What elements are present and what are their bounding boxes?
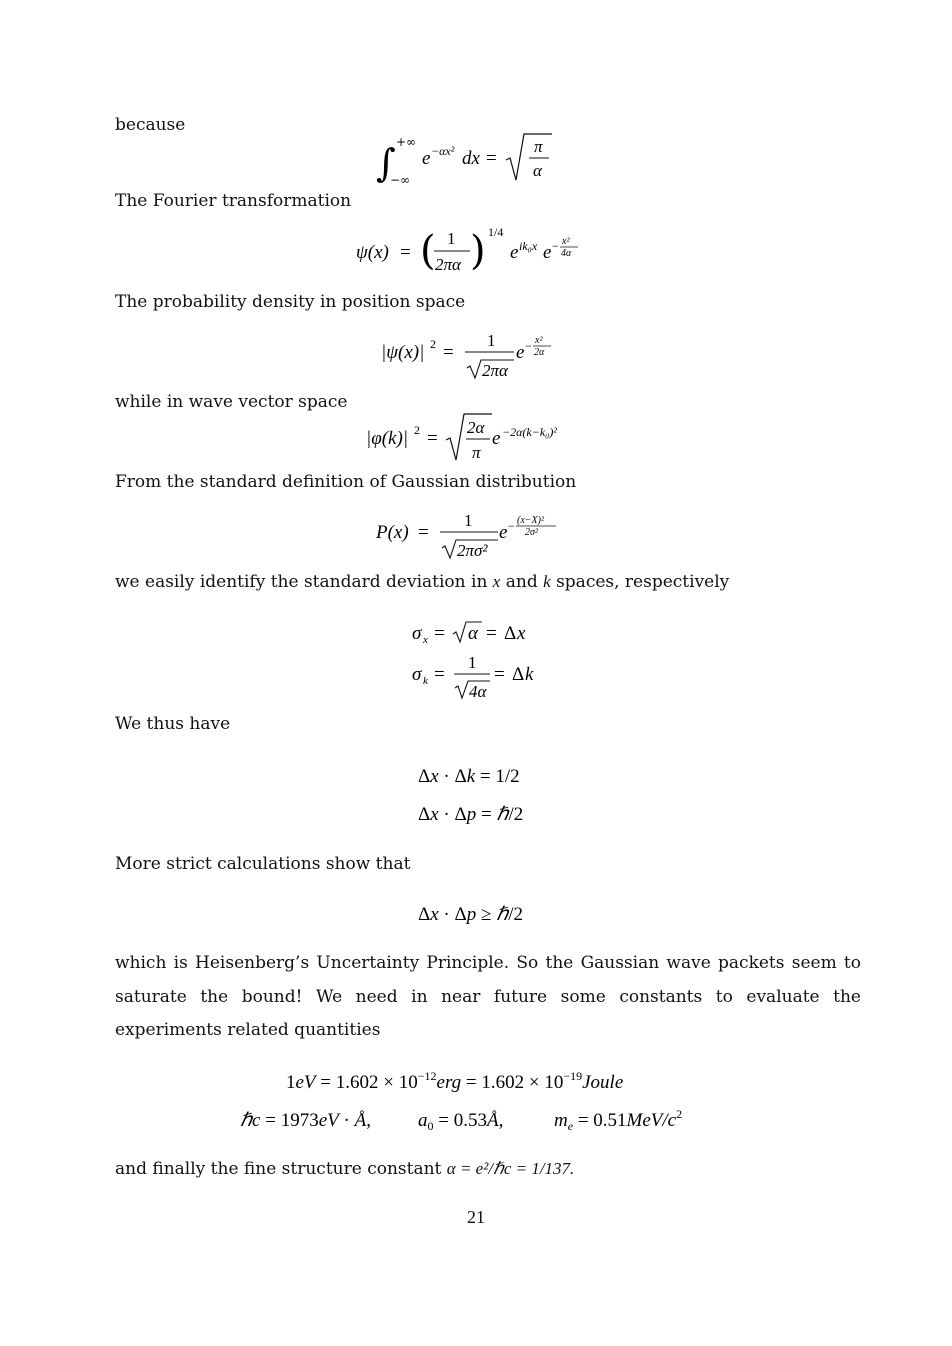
svg-text:1/4: 1/4: [488, 225, 504, 239]
math-x: x: [492, 572, 501, 591]
svg-text:ik₀x: ik₀x: [519, 239, 538, 253]
svg-text:x²: x²: [562, 236, 570, 247]
paragraph-because: because: [115, 115, 186, 135]
svg-text:ℏc = 1973eV · Å,: ℏc = 1973eV · Å,: [240, 1110, 371, 1131]
svg-text:x: x: [423, 634, 428, 646]
svg-text:1: 1: [487, 331, 496, 350]
paragraph-heisenberg: which is Heisenberg’s Uncertainty Principle. So the Gaussian wave packets seem to saturate the bound! We need in near future some constants to evaluate the experiments related quantities: [115, 953, 861, 1040]
svg-text:Δx · Δp = ℏ/2: Δx · Δp = ℏ/2: [418, 804, 524, 825]
svg-text:−∞: −∞: [390, 173, 411, 187]
svg-text:2: 2: [430, 337, 436, 351]
equation-fourier: [0, 220, 952, 286]
svg-text:e: e: [510, 242, 519, 263]
svg-text:|ψ(x)|: |ψ(x)|: [381, 342, 425, 363]
svg-text:dx: dx: [462, 148, 480, 169]
svg-text:(x−X)²: (x−X)²: [517, 515, 544, 526]
paragraph-standard-deviation-pre: we easily identify the standard deviation in: [115, 572, 493, 592]
paragraph-gaussian-definition: From the standard definition of Gaussian distribution: [115, 472, 577, 492]
equation-probability-k-graphic: [366, 408, 586, 466]
equation-sigma-k-graphic: [406, 648, 546, 702]
svg-text:P(x): P(x): [376, 522, 409, 543]
svg-text:k: k: [423, 675, 428, 687]
svg-text:|φ(k)|: |φ(k)|: [366, 428, 409, 449]
svg-text:−: −: [525, 339, 532, 353]
svg-text:α: α: [533, 161, 542, 180]
equation-gaussian-distribution: [0, 502, 952, 570]
svg-text:Δ: Δ: [504, 623, 517, 644]
equation-dx-dk-graphic: [406, 762, 546, 790]
paragraph-standard-deviation: [115, 572, 729, 592]
equation-uncertainty-graphic: [406, 900, 546, 928]
svg-text:Δx · Δk = 1/2: Δx · Δk = 1/2: [418, 766, 520, 787]
equation-probability-k: [0, 408, 952, 472]
svg-text:2πα: 2πα: [435, 255, 461, 274]
svg-text:2σ²: 2σ²: [525, 527, 538, 538]
paragraph-strict: More strict calculations show that: [115, 854, 411, 874]
equation-gaussian-integral-graphic: [376, 128, 576, 188]
svg-text:=: =: [434, 664, 445, 685]
svg-text:=: =: [494, 664, 505, 685]
svg-text:2α: 2α: [467, 418, 485, 437]
svg-text:e: e: [516, 342, 525, 363]
equation-constants: [0, 1104, 952, 1140]
svg-text:=: =: [400, 242, 411, 263]
svg-text:ψ(x): ψ(x): [356, 242, 389, 263]
svg-text:α: α: [468, 623, 478, 644]
svg-text:e: e: [499, 522, 508, 543]
svg-text:−αx²: −αx²: [431, 144, 455, 158]
svg-text:=: =: [486, 623, 497, 644]
page-number: 21: [467, 1207, 485, 1227]
svg-text:−2α(k−k₀)²: −2α(k−k₀)²: [502, 425, 557, 439]
equation-uncertainty: [0, 900, 952, 934]
svg-text:2: 2: [414, 423, 420, 437]
paragraph-standard-deviation-post: spaces, respectively: [550, 572, 730, 592]
svg-text:=: =: [434, 623, 445, 644]
svg-text:1: 1: [447, 229, 456, 248]
svg-text:(: (: [420, 228, 436, 274]
svg-text:1: 1: [464, 511, 473, 530]
svg-text:e: e: [422, 148, 431, 169]
equation-dx-dp: [0, 800, 952, 834]
svg-text:k: k: [525, 664, 534, 685]
equation-constants-graphic: [236, 1104, 716, 1134]
math-k: k: [543, 572, 551, 591]
svg-text:=: =: [486, 148, 497, 169]
math-fine-structure: α = e²/ℏc = 1/137.: [446, 1159, 575, 1178]
equation-electron-volt: [0, 1068, 952, 1102]
svg-text:1: 1: [468, 653, 477, 672]
equation-dx-dp-graphic: [406, 800, 546, 828]
svg-text:+∞: +∞: [396, 135, 417, 149]
paragraph-fine-structure: [115, 1159, 574, 1179]
paragraph-standard-deviation-mid: and: [500, 572, 544, 592]
svg-text:σ: σ: [412, 664, 422, 685]
svg-text:x: x: [517, 623, 526, 644]
paragraph-wave-vector: while in wave vector space: [115, 392, 348, 412]
svg-text:2πσ²: 2πσ²: [457, 541, 488, 560]
svg-text:4α: 4α: [561, 248, 572, 259]
svg-text:): ): [470, 228, 486, 274]
paragraph-fine-structure-pre: and finally the fine structure constant: [115, 1159, 447, 1179]
equation-electron-volt-graphic: [276, 1068, 676, 1096]
equation-sigma-k: [0, 648, 952, 708]
svg-text:=: =: [443, 342, 454, 363]
svg-text:e: e: [492, 428, 501, 449]
equation-probability-position-graphic: [381, 322, 571, 384]
equation-gaussian-integral: [0, 128, 952, 194]
svg-text:=: =: [427, 428, 438, 449]
svg-text:1eV = 1.602 × 10−12erg = 1.602: $1eV = 1.602 \times 10^{-12}erg = 1.602$ × $10^{-19}Joule$: [286, 1069, 624, 1093]
svg-text:Δ: Δ: [512, 664, 525, 685]
svg-text:a0 = 0.53Å,: $a_0$ = 0.53Å,: [418, 1110, 504, 1133]
svg-text:π: π: [472, 443, 481, 462]
svg-text:=: =: [418, 522, 429, 543]
equation-sigma-x-graphic: [406, 614, 546, 648]
svg-text:−: −: [508, 519, 515, 533]
svg-text:Δx · Δp ≥ ℏ/2: Δx · Δp ≥ ℏ/2: [418, 904, 523, 925]
svg-text:2α: 2α: [534, 347, 545, 358]
equation-fourier-graphic: [356, 220, 596, 280]
svg-text:−: −: [552, 239, 559, 253]
equation-probability-position: [0, 322, 952, 390]
svg-text:x²: x²: [535, 335, 543, 346]
svg-text:4α: 4α: [469, 682, 487, 701]
paragraph-fourier: The Fourier transformation: [115, 191, 352, 211]
svg-text:me = 0.51MeV/c2: $m_e = 0.51MeV/c^2$: [554, 1107, 683, 1133]
paragraph-thus: We thus have: [115, 714, 231, 734]
svg-text:σ: σ: [412, 623, 422, 644]
equation-gaussian-distribution-graphic: [376, 502, 576, 564]
svg-text:∫: ∫: [376, 141, 396, 185]
svg-text:e: e: [543, 242, 552, 263]
svg-text:π: π: [534, 137, 543, 156]
paragraph-probability-position: The probability density in position space: [115, 292, 466, 312]
svg-text:2πα: 2πα: [482, 361, 508, 380]
equation-dx-dk: [0, 762, 952, 796]
